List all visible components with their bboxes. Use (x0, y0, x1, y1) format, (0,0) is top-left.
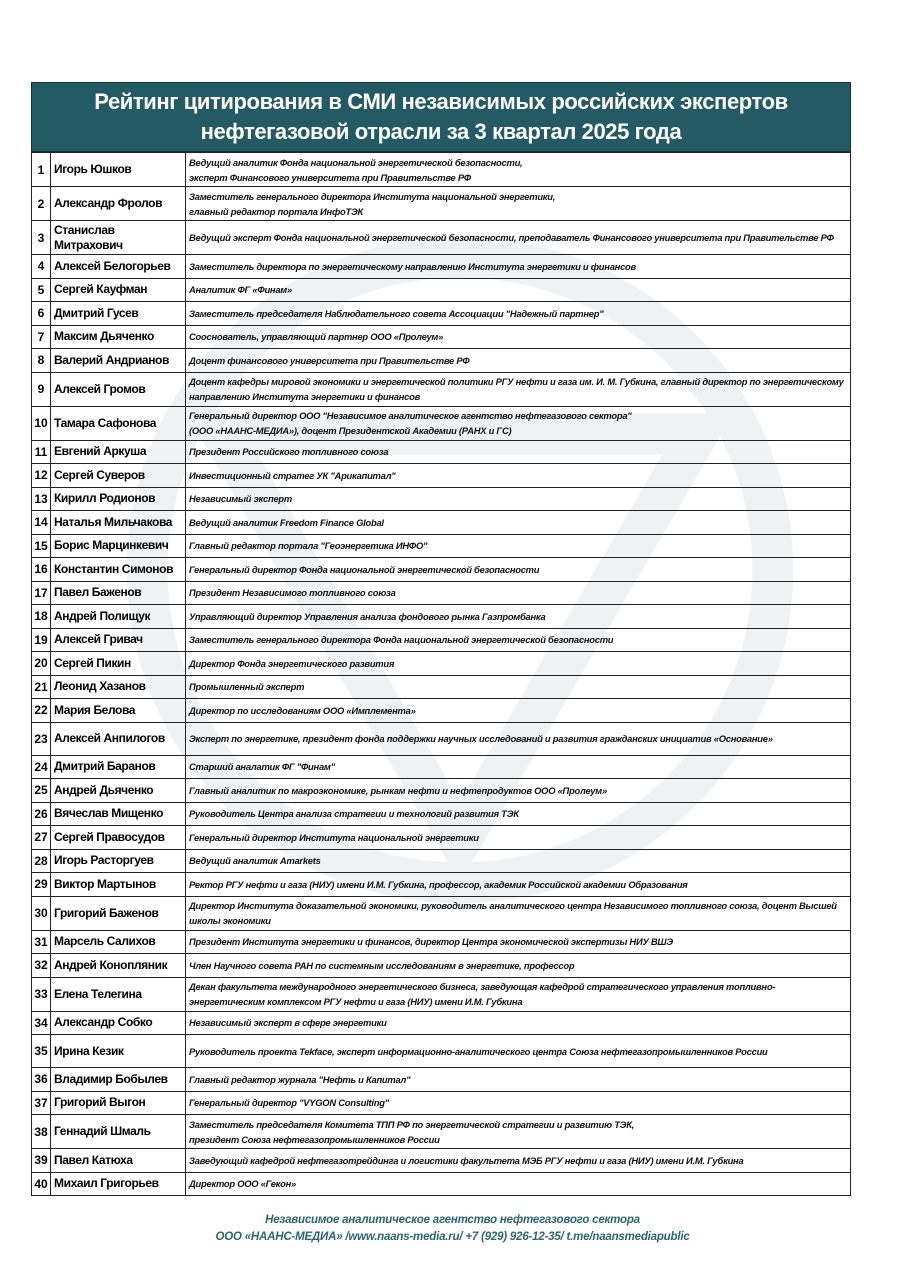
position-line: Заместитель председателя Комитета ТПП РФ по энергетической стратегии и развитию ТЭК, (189, 1118, 635, 1130)
table-row (32, 1149, 851, 1173)
rank-cell: 28 (32, 849, 51, 873)
expert-name: Борис Марцинкевич (51, 534, 186, 558)
rank-cell: 11 (32, 440, 51, 464)
rank-cell: 31 (32, 930, 51, 954)
expert-name: Константин Симонов (51, 558, 186, 582)
expert-name: Михаил Григорьев (51, 1172, 186, 1196)
position-line: Заместитель директора по энергетическому направлению Института энергетики и финансов (189, 260, 636, 272)
expert-position (186, 1035, 851, 1068)
position-line: Ведущий эксперт Фонда национальной энергетической безопасности, преподаватель Финансового университета при Правительстве РФ (189, 232, 834, 243)
table-row (32, 464, 851, 488)
expert-name: Валерий Андрианов (51, 349, 186, 373)
expert-name: Алексей Гривач (51, 628, 186, 652)
expert-position (186, 487, 851, 511)
position-line: Генеральный директор ООО "Независимое аналитическое агентство нефтегазового сектора" (189, 410, 632, 421)
rank-cell: 8 (32, 349, 51, 373)
expert-name: Вячеслав Мищенко (51, 802, 186, 826)
rank-cell: 30 (32, 896, 51, 930)
expert-name: Алексей Белогорьев (51, 255, 186, 279)
table-row (32, 440, 851, 464)
position-line: Независимый эксперт (189, 493, 292, 505)
expert-position (186, 406, 851, 440)
expert-name: Андрей Полищук (51, 605, 186, 629)
footer (0, 1212, 905, 1246)
table-row (32, 1172, 851, 1196)
expert-position (186, 302, 851, 326)
expert-position (186, 675, 851, 699)
table-row (32, 406, 851, 440)
position-line: главный редактор портала ИнфоТЭК (189, 205, 364, 217)
table-row (32, 896, 851, 930)
table-row (32, 779, 851, 803)
expert-name: Алексей Громов (51, 372, 186, 406)
expert-name: Ирина Кезик (51, 1035, 186, 1068)
table-row (32, 675, 851, 699)
expert-name: Сергей Суверов (51, 464, 186, 488)
rank-cell: 6 (32, 302, 51, 326)
expert-name: Елена Телегина (51, 977, 186, 1011)
expert-position (186, 534, 851, 558)
expert-position (186, 652, 851, 676)
rank-cell: 32 (32, 954, 51, 978)
table-row (32, 722, 851, 755)
rank-cell: 4 (32, 255, 51, 279)
expert-name: Игорь Юшков (51, 153, 186, 187)
expert-name: Сергей Правосудов (51, 826, 186, 850)
expert-name: Григорий Выгон (51, 1091, 186, 1115)
position-line: эксперт Финансового университета при Правительстве РФ (189, 171, 471, 183)
rank-cell: 37 (32, 1091, 51, 1115)
table-row (32, 1035, 851, 1068)
position-line: Генеральный директор "VYGON Consulting" (189, 1097, 389, 1109)
rank-cell: 14 (32, 511, 51, 535)
expert-position (186, 278, 851, 302)
expert-position (186, 605, 851, 629)
expert-name: Александр Собко (51, 1011, 186, 1035)
table-row (32, 187, 851, 221)
expert-name: Павел Баженов (51, 581, 186, 605)
table-row (32, 487, 851, 511)
table-row (32, 628, 851, 652)
position-line: Генеральный директор Института национальной энергетики (189, 831, 479, 843)
footer-agency: Независимое аналитическое агентство нефтегазового сектора (265, 1214, 640, 1226)
position-line: Сооснователь, управляющий партнер ООО «Пролеум» (189, 331, 444, 343)
rank-cell: 25 (32, 779, 51, 803)
position-line: Руководитель Центра анализа стратегии и технологий развития ТЭК (189, 808, 519, 820)
table-row (32, 826, 851, 850)
expert-position (186, 849, 851, 873)
rank-cell: 40 (32, 1172, 51, 1196)
table-row (32, 372, 851, 406)
table-row (32, 755, 851, 779)
table-row (32, 511, 851, 535)
position-line: Инвестиционный стратег УК "Арикапитал" (189, 469, 396, 481)
expert-name: Наталья Мильчакова (51, 511, 186, 535)
table-row (32, 605, 851, 629)
expert-position (186, 1068, 851, 1092)
expert-position (186, 221, 851, 255)
expert-position (186, 722, 851, 755)
expert-position (186, 1172, 851, 1196)
position-line: Ведущий аналитик Фонда национальной энергетической безопасности, (189, 156, 523, 168)
rank-cell: 33 (32, 977, 51, 1011)
rank-cell: 27 (32, 826, 51, 850)
table-row (32, 302, 851, 326)
expert-position (186, 930, 851, 954)
position-line: Президент Независимого топливного союза (189, 587, 396, 599)
rank-cell: 19 (32, 628, 51, 652)
expert-name: Евгений Аркуша (51, 440, 186, 464)
table-row (32, 977, 851, 1011)
expert-name: Андрей Конопляник (51, 954, 186, 978)
expert-position (186, 558, 851, 582)
table-row (32, 699, 851, 723)
expert-name: Геннадий Шмаль (51, 1115, 186, 1149)
position-line: Управляющий директор Управления анализа фондового рынка Газпромбанка (189, 610, 546, 622)
position-line: Заместитель председателя Наблюдательного совета Ассоциации "Надежный партнер" (189, 307, 604, 319)
rank-cell: 17 (32, 581, 51, 605)
position-line: Старший аналатик ФГ "Финам" (189, 761, 335, 773)
position-line: Главный редактор портала "Геоэнергетика ИНФО" (189, 540, 428, 552)
expert-position (186, 1149, 851, 1173)
position-line: Ведущий аналитик Freedom Finance Global (189, 516, 384, 528)
expert-name: Игорь Расторгуев (51, 849, 186, 873)
table-row (32, 873, 851, 897)
expert-position (186, 511, 851, 535)
position-line: Директор Института доказательной экономики, руководитель аналитического центра Независимого топливного союза, доцент Высшей школы экономики (189, 900, 837, 926)
expert-position (186, 581, 851, 605)
expert-position (186, 896, 851, 930)
position-line: Доцент финансового университета при Правительстве РФ (189, 354, 470, 366)
expert-position (186, 779, 851, 803)
page-title (31, 82, 851, 152)
position-line: Президент Института энергетики и финансов, директор Центра экономической экспертизы НИУ ВШЭ (189, 936, 673, 948)
position-line: Независимый эксперт в сфере энергетики (189, 1017, 387, 1029)
rank-cell: 26 (32, 802, 51, 826)
table-row (32, 1115, 851, 1149)
rank-cell: 10 (32, 406, 51, 440)
position-line: (ООО «НААНС-МЕДИА»), доцент Президентской Академии (РАНХ и ГС) (189, 425, 512, 436)
expert-position (186, 826, 851, 850)
position-line: Главный редактор журнала "Нефть и Капитал" (189, 1073, 411, 1085)
position-line: Заведующий кафедрой нефтегазотрейдинга и логистики факультета МЭБ РГУ нефти и газа (НИУ) имени И.М. Губкина (189, 1154, 744, 1166)
position-line: Декан факультета международного энергетического бизнеса, заведующая кафедрой стратегического управления топливно-энергетическим комплексом РГУ нефти и газа (НИУ) имени И.М. Губкина (189, 981, 776, 1007)
table-row (32, 1091, 851, 1115)
rating-sheet (31, 82, 851, 1196)
rank-cell: 20 (32, 652, 51, 676)
position-line: Руководитель проекта Tekface, эксперт информационно-аналитического центра Союза нефтегазопромышленников России (189, 1045, 768, 1057)
table-row (32, 652, 851, 676)
table-row (32, 1011, 851, 1035)
position-line: Директор по исследованиям ООО «Имплемента» (189, 704, 416, 716)
position-line: Заместитель генерального директора Фонда национальной энергетической безопасности (189, 634, 614, 646)
position-line: Эксперт по энергетике, президент фонда поддержки научных исследований и развития гражданских инициатив «Основание» (189, 733, 773, 744)
expert-position (186, 802, 851, 826)
position-line: Член Научного совета РАН по системным исследованиям в энергетике, профессор (189, 959, 575, 971)
title-line-2: нефтегазовой отрасли за 3 квартал 2025 года (200, 119, 682, 144)
rank-cell: 12 (32, 464, 51, 488)
expert-name: Мария Белова (51, 699, 186, 723)
rank-cell: 29 (32, 873, 51, 897)
table-row (32, 255, 851, 279)
table-row (32, 802, 851, 826)
expert-position (186, 699, 851, 723)
expert-position (186, 954, 851, 978)
rank-cell: 9 (32, 372, 51, 406)
position-line: Директор ООО «Гекон» (189, 1178, 297, 1190)
table-row (32, 221, 851, 255)
rank-cell: 24 (32, 755, 51, 779)
rank-cell: 38 (32, 1115, 51, 1149)
position-line: Генеральный директор Фонда национальной энергетической безопасности (189, 563, 540, 575)
expert-position (186, 255, 851, 279)
expert-name: Дмитрий Баранов (51, 755, 186, 779)
expert-name: Андрей Дьяченко (51, 779, 186, 803)
expert-position (186, 873, 851, 897)
expert-position (186, 464, 851, 488)
rank-cell: 13 (32, 487, 51, 511)
rank-cell: 16 (32, 558, 51, 582)
rank-cell: 23 (32, 722, 51, 755)
expert-position (186, 1011, 851, 1035)
table-row (32, 930, 851, 954)
table-row (32, 954, 851, 978)
position-line: Ректор РГУ нефти и газа (НИУ) имени И.М. Губкина, профессор, академик Российской академии Образования (189, 878, 688, 890)
expert-name: Виктор Мартынов (51, 873, 186, 897)
expert-name: Леонид Хазанов (51, 675, 186, 699)
table-row (32, 581, 851, 605)
expert-name: Максим Дьяченко (51, 325, 186, 349)
table-row (32, 534, 851, 558)
rank-cell: 2 (32, 187, 51, 221)
expert-position (186, 1115, 851, 1149)
rank-cell: 34 (32, 1011, 51, 1035)
expert-name: Станислав Митрахович (51, 221, 186, 255)
expert-name: Дмитрий Гусев (51, 302, 186, 326)
position-line: Главный аналитик по макроэкономике, рынкам нефти и нефтепродуктов ООО «Пролеум» (189, 784, 607, 796)
position-line: Аналитик ФГ «Финам» (189, 284, 292, 296)
expert-position (186, 187, 851, 221)
rank-cell: 39 (32, 1149, 51, 1173)
table-row (32, 349, 851, 373)
expert-name: Владимир Бобылев (51, 1068, 186, 1092)
table-row (32, 325, 851, 349)
table-row (32, 278, 851, 302)
position-line: Промышленный эксперт (189, 681, 305, 693)
position-line: президент Союза нефтегазопромышленников России (189, 1133, 440, 1145)
rank-cell: 5 (32, 278, 51, 302)
rank-cell: 1 (32, 153, 51, 187)
table-row (32, 558, 851, 582)
expert-name: Сергей Кауфман (51, 278, 186, 302)
position-line: Директор Фонда энергетического развития (189, 657, 395, 669)
expert-position (186, 440, 851, 464)
position-line: Президент Российского топливного союза (189, 446, 389, 458)
expert-position (186, 325, 851, 349)
expert-position (186, 153, 851, 187)
rank-cell: 36 (32, 1068, 51, 1092)
position-line: Заместитель генерального директора Института национальной энергетики, (189, 190, 556, 202)
position-line: Ведущий аналитик Amarkets (189, 855, 321, 867)
table-row (32, 849, 851, 873)
experts-table (31, 152, 851, 1196)
expert-position (186, 372, 851, 406)
footer-contacts: ООО «НААНС-МЕДИА» /www.naans-media.ru/ +7 (929) 926-12-35/ t.me/naansmediapublic (215, 1231, 690, 1243)
expert-name: Тамара Сафонова (51, 406, 186, 440)
expert-name: Сергей Пикин (51, 652, 186, 676)
expert-position (186, 755, 851, 779)
expert-position (186, 977, 851, 1011)
rank-cell: 35 (32, 1035, 51, 1068)
expert-name: Павел Катюха (51, 1149, 186, 1173)
expert-name: Александр Фролов (51, 187, 186, 221)
rank-cell: 22 (32, 699, 51, 723)
table-row (32, 153, 851, 187)
expert-name: Григорий Баженов (51, 896, 186, 930)
rank-cell: 21 (32, 675, 51, 699)
expert-name: Марсель Салихов (51, 930, 186, 954)
rank-cell: 7 (32, 325, 51, 349)
expert-position (186, 628, 851, 652)
expert-position (186, 1091, 851, 1115)
rank-cell: 18 (32, 605, 51, 629)
rank-cell: 3 (32, 221, 51, 255)
title-line-1: Рейтинг цитирования в СМИ независимых российских экспертов (94, 89, 788, 114)
expert-name: Алексей Анпилогов (51, 722, 186, 755)
table-row (32, 1068, 851, 1092)
expert-name: Кирилл Родионов (51, 487, 186, 511)
position-line: Доцент кафедры мировой экономики и энергетической политики РГУ нефти и газа им. И. М. Губкина, главный директор по энергетическому направлению Института энергетики и финансов (189, 376, 844, 402)
rank-cell: 15 (32, 534, 51, 558)
expert-position (186, 349, 851, 373)
